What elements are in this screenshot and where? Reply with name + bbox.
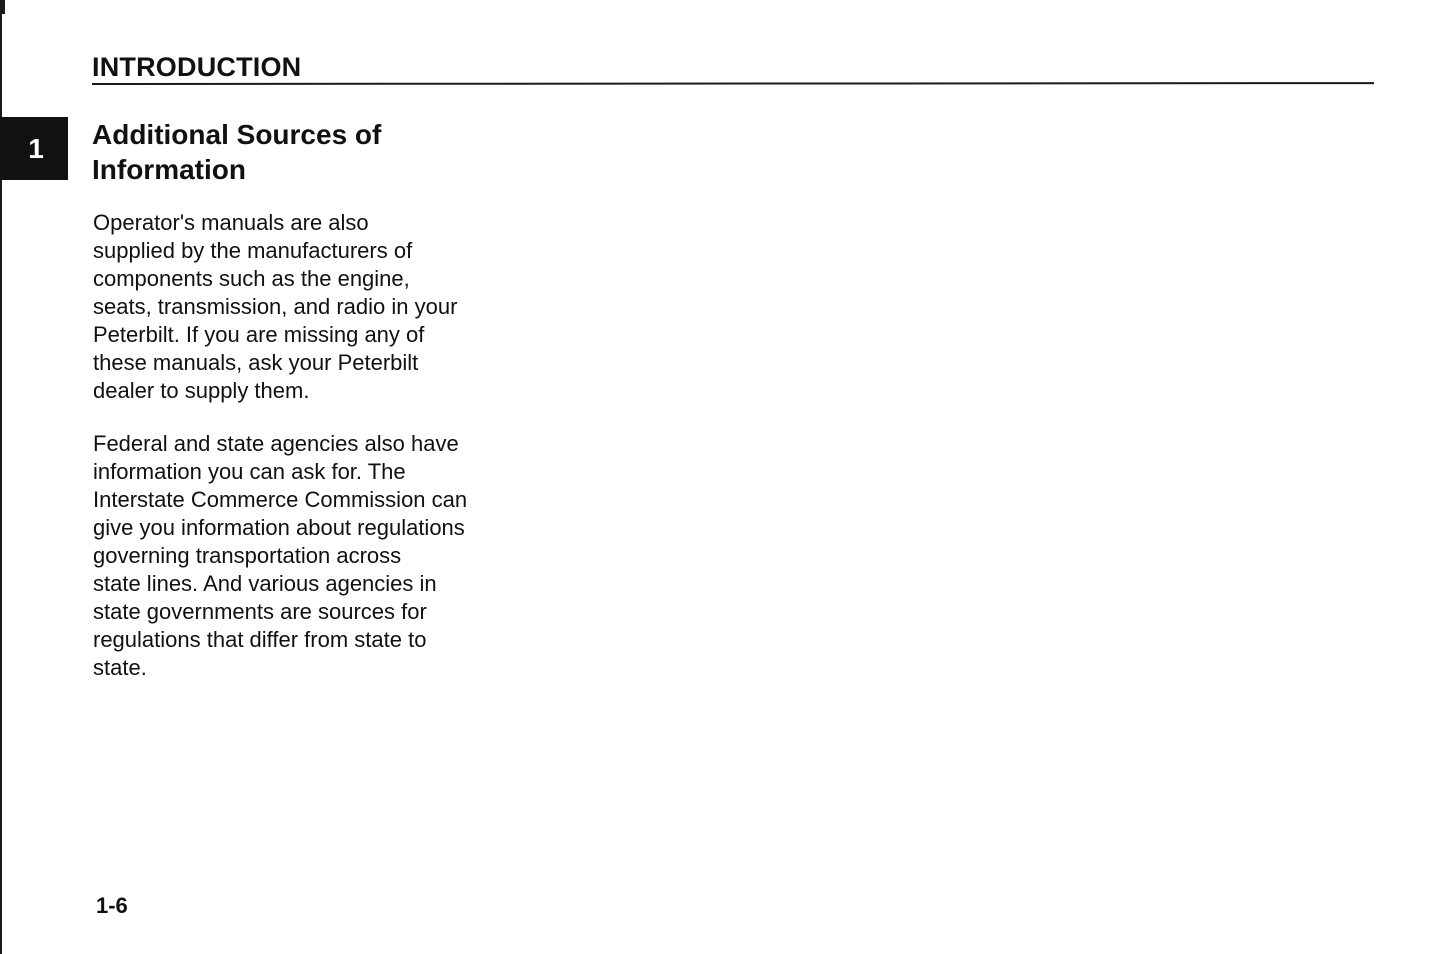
paragraph-line: components such as the engine, [93,266,410,291]
paragraph-operator-manuals [93,209,503,405]
paragraph-line: state. [93,655,147,680]
chapter-tab-number: 1 [28,132,44,164]
paragraph-line: Federal and state agencies also have [93,431,459,456]
section-header: INTRODUCTION [92,52,302,82]
paragraph-line: regulations that differ from state to [93,627,427,652]
paragraph-line: give you information about regulations [93,515,465,540]
chapter-tab [0,117,68,180]
page-edge-mark [0,0,5,14]
paragraph-line: these manuals, ask your Peterbilt [93,350,419,375]
paragraph-agencies [93,430,503,682]
page-number: 1-6 [96,893,128,918]
section-heading [92,117,512,187]
heading-line: Information [92,154,246,185]
header-rule [92,82,1374,85]
paragraph-line: state governments are sources for [93,599,427,624]
paragraph-line: supplied by the manufacturers of [93,238,413,263]
heading-line: Additional Sources of [92,119,382,150]
paragraph-line: state lines. And various agencies in [93,571,437,596]
paragraph-line: Operator's manuals are also [93,210,369,235]
paragraph-line: Interstate Commerce Commission can [93,487,468,512]
paragraph-line: governing transportation across [93,543,402,568]
paragraph-line: seats, transmission, and radio in your [93,294,458,319]
paragraph-line: information you can ask for. The [93,459,406,484]
paragraph-line: dealer to supply them. [93,378,310,403]
paragraph-line: Peterbilt. If you are missing any of [93,322,425,347]
